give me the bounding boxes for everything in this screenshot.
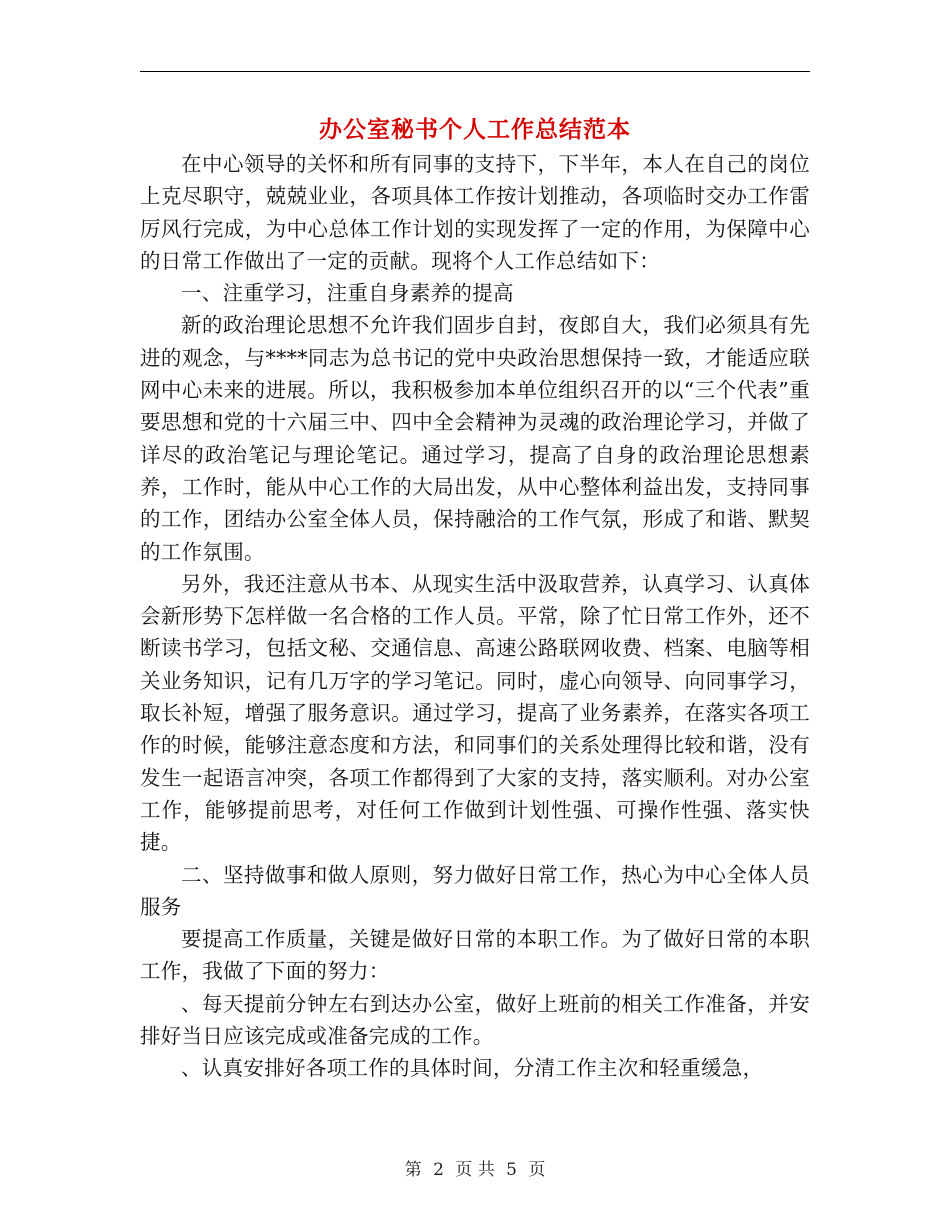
footer-current-page: 2 — [433, 1160, 444, 1180]
page-footer — [0, 1155, 950, 1180]
footer-total-pages: 5 — [506, 1160, 517, 1180]
document-body — [140, 148, 810, 1085]
paragraph-intro: 在中心领导的关怀和所有同事的支持下，下半年，本人在自己的岗位上克尽职守，兢兢业业，各项具体工作按计划推动，各项临时交办工作雷厉风行完成，为中心总体工作计划的实现发挥了一定的作用，为保障中心的日常工作做出了一定的贡献。现将个人工作总结如下： — [140, 152, 810, 273]
footer-mid: 页 共 — [455, 1160, 495, 1180]
section-heading-1: 一、注重学习，注重自身素养的提高 — [181, 281, 514, 306]
paragraph-study-books: 另外，我还注意从书本、从现实生活中汲取营养，认真学习、认真体会新形势下怎样做一名合格的工作人员。平常，除了忙日常工作外，还不断读书学习，包括文秘、交通信息、高速公路联网收费、档案、电脑等相关业务知识，记有几万字的学习笔记。同时，虚心向领导、向同事学习，取长补短，增强了服务意识。通过学习，提高了业务素养，在落实各项工作的时候，能够注意态度和方法，和同事们的关系处理得比较和谐，没有发生一起语言冲突，各项工作都得到了大家的支持，落实顺利。对办公室工作，能够提前思考，对任何工作做到计划性强、可操作性强、落实快捷。 — [140, 571, 810, 855]
footer-prefix: 第 — [404, 1160, 422, 1180]
section-heading-2: 二、坚持做事和做人原则，努力做好日常工作，热心为中心全体人员服务 — [140, 862, 810, 919]
header-rule — [140, 71, 810, 72]
paragraph-daily-work: 要提高工作质量，关键是做好日常的本职工作。为了做好日常的本职工作，我做了下面的努力： — [140, 927, 810, 984]
document-title: 办公室秘书个人工作总结范本 — [319, 117, 631, 143]
paragraph-item-early-arrival: 、每天提前分钟左右到达办公室，做好上班前的相关工作准备，并安排好当日应该完成或准备完成的工作。 — [140, 991, 810, 1049]
paragraph-item-schedule: 、认真安排好各项工作的具体时间，分清工作主次和轻重缓急， — [181, 1056, 764, 1081]
paragraph-study-politics: 新的政治理论思想不允许我们固步自封，夜郎自大，我们必须具有先进的观念，与****同志为总书记的党中央政治思想保持一致，才能适应联网中心未来的进展。所以，我积极参加本单位组织召开的以“三个代表”重要思想和党的十六届三中、四中全会精神为灵魂的政治理论学习，并做了详尽的政治笔记与理论笔记。通过学习，提高了自身的政治理论思想素养，工作时，能从中心工作的大局出发，从中心整体利益出发，支持同事的工作，团结办公室全体人员，保持融洽的工作气氛，形成了和谐、默契的工作氛围。 — [140, 313, 810, 564]
footer-suffix: 页 — [528, 1160, 546, 1180]
